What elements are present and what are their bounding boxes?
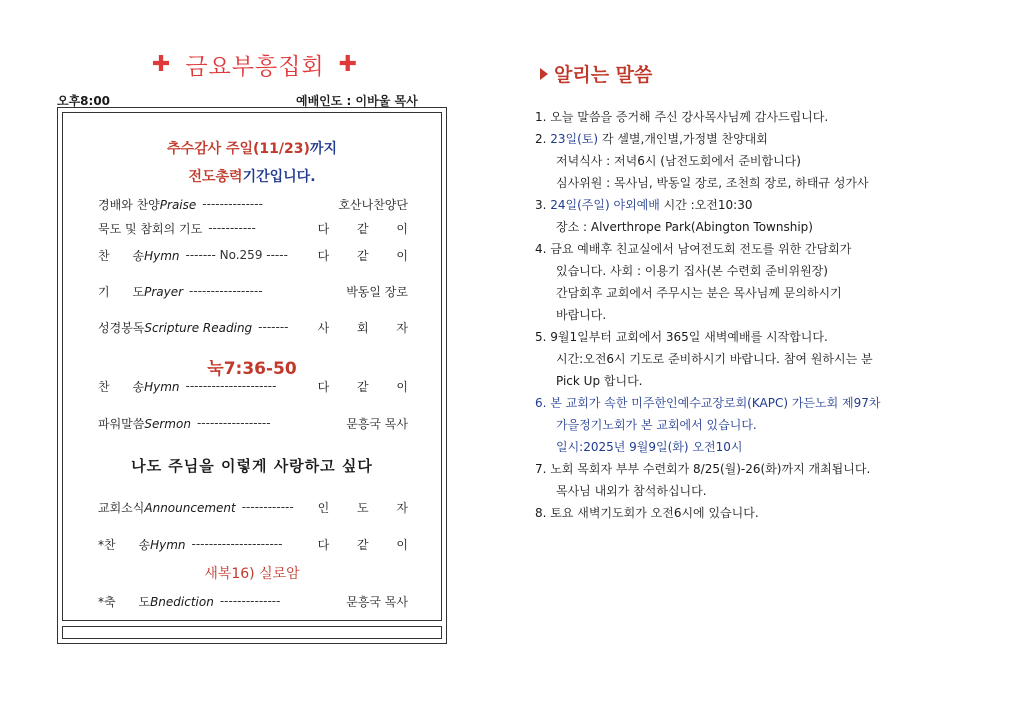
- announcement-line: 저녁식사 : 저녁6시 (남전도회에서 준비합니다): [556, 154, 801, 168]
- announcement-line: 2. 23일(토) 각 셀별,개인별,가정별 찬양대회: [535, 132, 768, 146]
- announcements-list: [535, 106, 1005, 524]
- announcement-line: 1. 오늘 말씀을 증거해 주신 강사목사님께 감사드립니다.: [535, 110, 829, 124]
- announcement-line: 6. 본 교회가 속한 미주한인예수교장로회(KAPC) 가든노회 제97차: [535, 396, 881, 410]
- announcements-title: 알리는 말씀: [540, 60, 652, 87]
- order-item-hymn-1: 찬 송Hymn ------- No.259 ----- 다 같 이: [98, 248, 420, 263]
- bulletin-title-text: 금요부흥집회: [185, 53, 325, 80]
- order-item-scripture-reading: 성경봉독Scripture Reading ------- 사 회 자: [98, 320, 420, 335]
- announcement-line: 8. 토요 새벽기도회가 오전6시에 있습니다.: [535, 506, 759, 520]
- scripture-reference: 눅7:36-50: [207, 359, 297, 379]
- right-cross-icon: ✚: [338, 51, 359, 77]
- announcement-line: 7. 노회 목회자 부부 수련회가 8/25(월)-26(화)까지 개최됩니다.: [535, 462, 871, 476]
- sermon-title: 나도 주님을 이렇게 사랑하고 싶다: [131, 457, 373, 475]
- closing-hymn-reference: 새복16) 실로암: [204, 566, 300, 582]
- announcement-line: 장소 : Alverthrope Park(Abington Township): [556, 220, 813, 234]
- announcement-line: 바랍니다.: [556, 308, 607, 322]
- order-item-benediction: *축 도Bnediction -------------- 문흥국 목사: [98, 594, 408, 609]
- announcement-line: 4. 금요 예배후 친교실에서 남여전도회 전도를 위한 간담회가: [535, 242, 852, 256]
- banner-line-2: 전도총력기간입니다.: [188, 169, 316, 185]
- announcement-line: Pick Up 합니다.: [556, 374, 643, 388]
- announcement-line: 있습니다. 사회 : 이용기 집사(본 수련회 준비위원장): [556, 264, 828, 278]
- order-item-praise: 경배와 찬양Praise -------------- 호산나찬양단: [98, 197, 408, 212]
- worship-leader: 예배인도 : 이바울 목사: [296, 94, 418, 108]
- left-cross-icon: ✚: [151, 51, 172, 77]
- footer-box: [62, 626, 442, 639]
- announcement-line: 간담회후 교회에서 주무시는 분은 목사님께 문의하시기: [556, 286, 842, 300]
- order-item-announcement: 교회소식Announcement ------------ 인 도 자: [98, 500, 420, 515]
- service-time: 오후8:00: [57, 94, 111, 108]
- announcement-line: 3. 24일(주일) 야외예배 시간 :오전10:30: [535, 198, 753, 212]
- banner-line-1: 추수감사 주일(11/23)까지: [167, 141, 337, 157]
- announcement-line: 심사위원 : 목사님, 박동일 장로, 조천희 장로, 하태규 성가사: [556, 176, 869, 190]
- order-item-hymn-2: 찬 송Hymn --------------------- 다 같 이: [98, 379, 420, 394]
- announcement-line: 가을정기노회가 본 교회에서 있습니다.: [556, 418, 757, 432]
- arrow-bullet-icon: [540, 68, 548, 80]
- order-item-silent-prayer: 묵도 및 참회의 기도 ----------- 다 같 이: [98, 221, 420, 236]
- order-item-sermon: 파워말씀Sermon ----------------- 문흥국 목사: [98, 416, 408, 431]
- announcement-line: 시간:오전6시 기도로 준비하시기 바랍니다. 참여 원하시는 분: [556, 352, 873, 366]
- order-item-prayer: 기 도Prayer ----------------- 박동일 장로: [98, 284, 408, 299]
- order-item-hymn-3: *찬 송Hymn --------------------- 다 같 이: [98, 537, 420, 552]
- announcement-line: 일시:2025년 9월9일(화) 오전10시: [556, 440, 743, 454]
- announcement-line: 5. 9월1일부터 교회에서 365일 새벽예배를 시작합니다.: [535, 330, 828, 344]
- announcement-line: 목사님 내외가 참석하십니다.: [556, 484, 707, 498]
- bulletin-title: [60, 48, 450, 80]
